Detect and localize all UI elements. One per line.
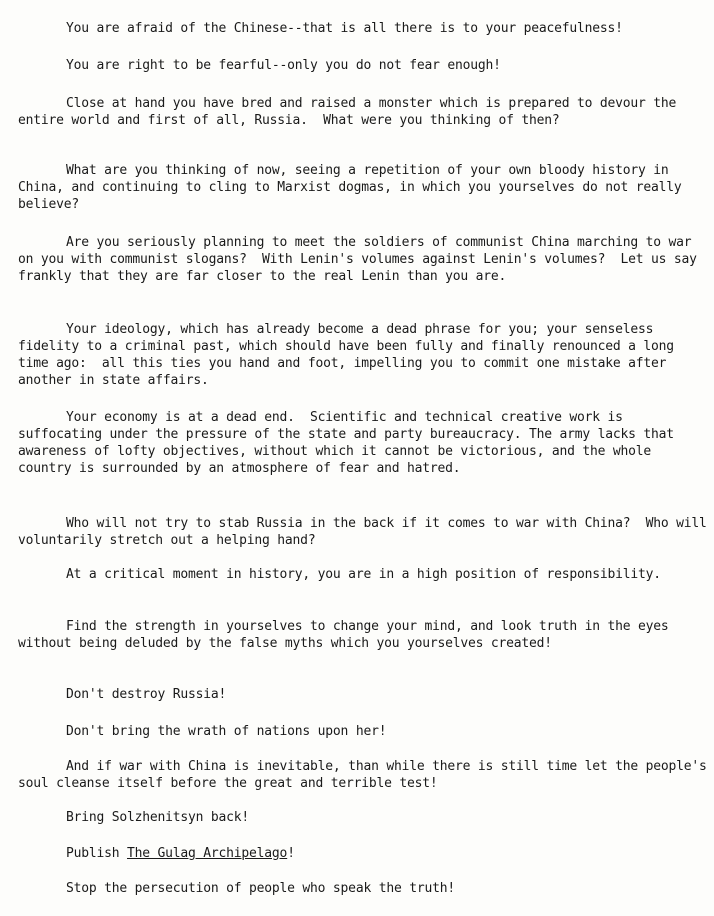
book-title-gulag-archipelago: The Gulag Archipelago bbox=[127, 846, 288, 861]
paragraph-right-to-be-fearful: You are right to be fearful--only you do not fear enough! bbox=[66, 58, 501, 73]
paragraph-critical-moment: At a critical moment in history, you are in a high position of responsibility. bbox=[66, 567, 661, 582]
paragraph-publish-gulag: Publish The Gulag Archipelago! bbox=[66, 846, 295, 861]
paragraph-wrath-of-nations: Don't bring the wrath of nations upon her! bbox=[66, 724, 387, 739]
paragraph-bring-solzhenitsyn: Bring Solzhenitsyn back! bbox=[66, 810, 250, 825]
paragraph-afraid-of-chinese: You are afraid of the Chinese--that is all there is to your peacefulness! bbox=[66, 21, 623, 36]
paragraph-ideology: Your ideology, which has already become a dead phrase for you; your senseless fidelity to a criminal past, which should have been fully and finally renounced a long time ago: all this ties you hand and foot, impelling you to commit one mistake after another in state affairs. bbox=[18, 322, 682, 388]
paragraph-thinking-now: What are you thinking of now, seeing a repetition of your own bloody history in China, and continuing to cling to Marxist dogmas, in which you yourselves do not really believe? bbox=[18, 163, 690, 212]
paragraph-find-strength: Find the strength in yourselves to change your mind, and look truth in the eyes without being deluded by the false myths which you yourselves created! bbox=[18, 619, 677, 651]
paragraph-stop-persecution: Stop the persecution of people who speak the truth! bbox=[66, 881, 455, 896]
paragraph-dont-destroy-russia: Don't destroy Russia! bbox=[66, 687, 227, 702]
paragraph-war-inevitable: And if war with China is inevitable, than while there is still time let the people's soul cleanse itself before the great and terrible test! bbox=[18, 759, 714, 791]
paragraph-soldiers-of-china: Are you seriously planning to meet the soldiers of communist China marching to war on you with communist slogans? With Lenin's volumes against Lenin's volumes? Let us say frankly that they are far closer to the real Lenin than you are. bbox=[18, 235, 705, 284]
paragraph-monster: Close at hand you have bred and raised a monster which is prepared to devour the entire world and first of all, Russia. What were you thinking of then? bbox=[18, 96, 684, 128]
paragraph-stab-russia: Who will not try to stab Russia in the back if it comes to war with China? Who will voluntarily stretch out a helping hand? bbox=[18, 516, 714, 548]
paragraph-economy: Your economy is at a dead end. Scientific and technical creative work is suffocating under the pressure of the state and party bureaucracy. The army lacks that awareness of lofty objectives, without which it cannot be victorious, and the whole country is surrounded by an atmosphere of fear and hatred. bbox=[18, 410, 682, 476]
